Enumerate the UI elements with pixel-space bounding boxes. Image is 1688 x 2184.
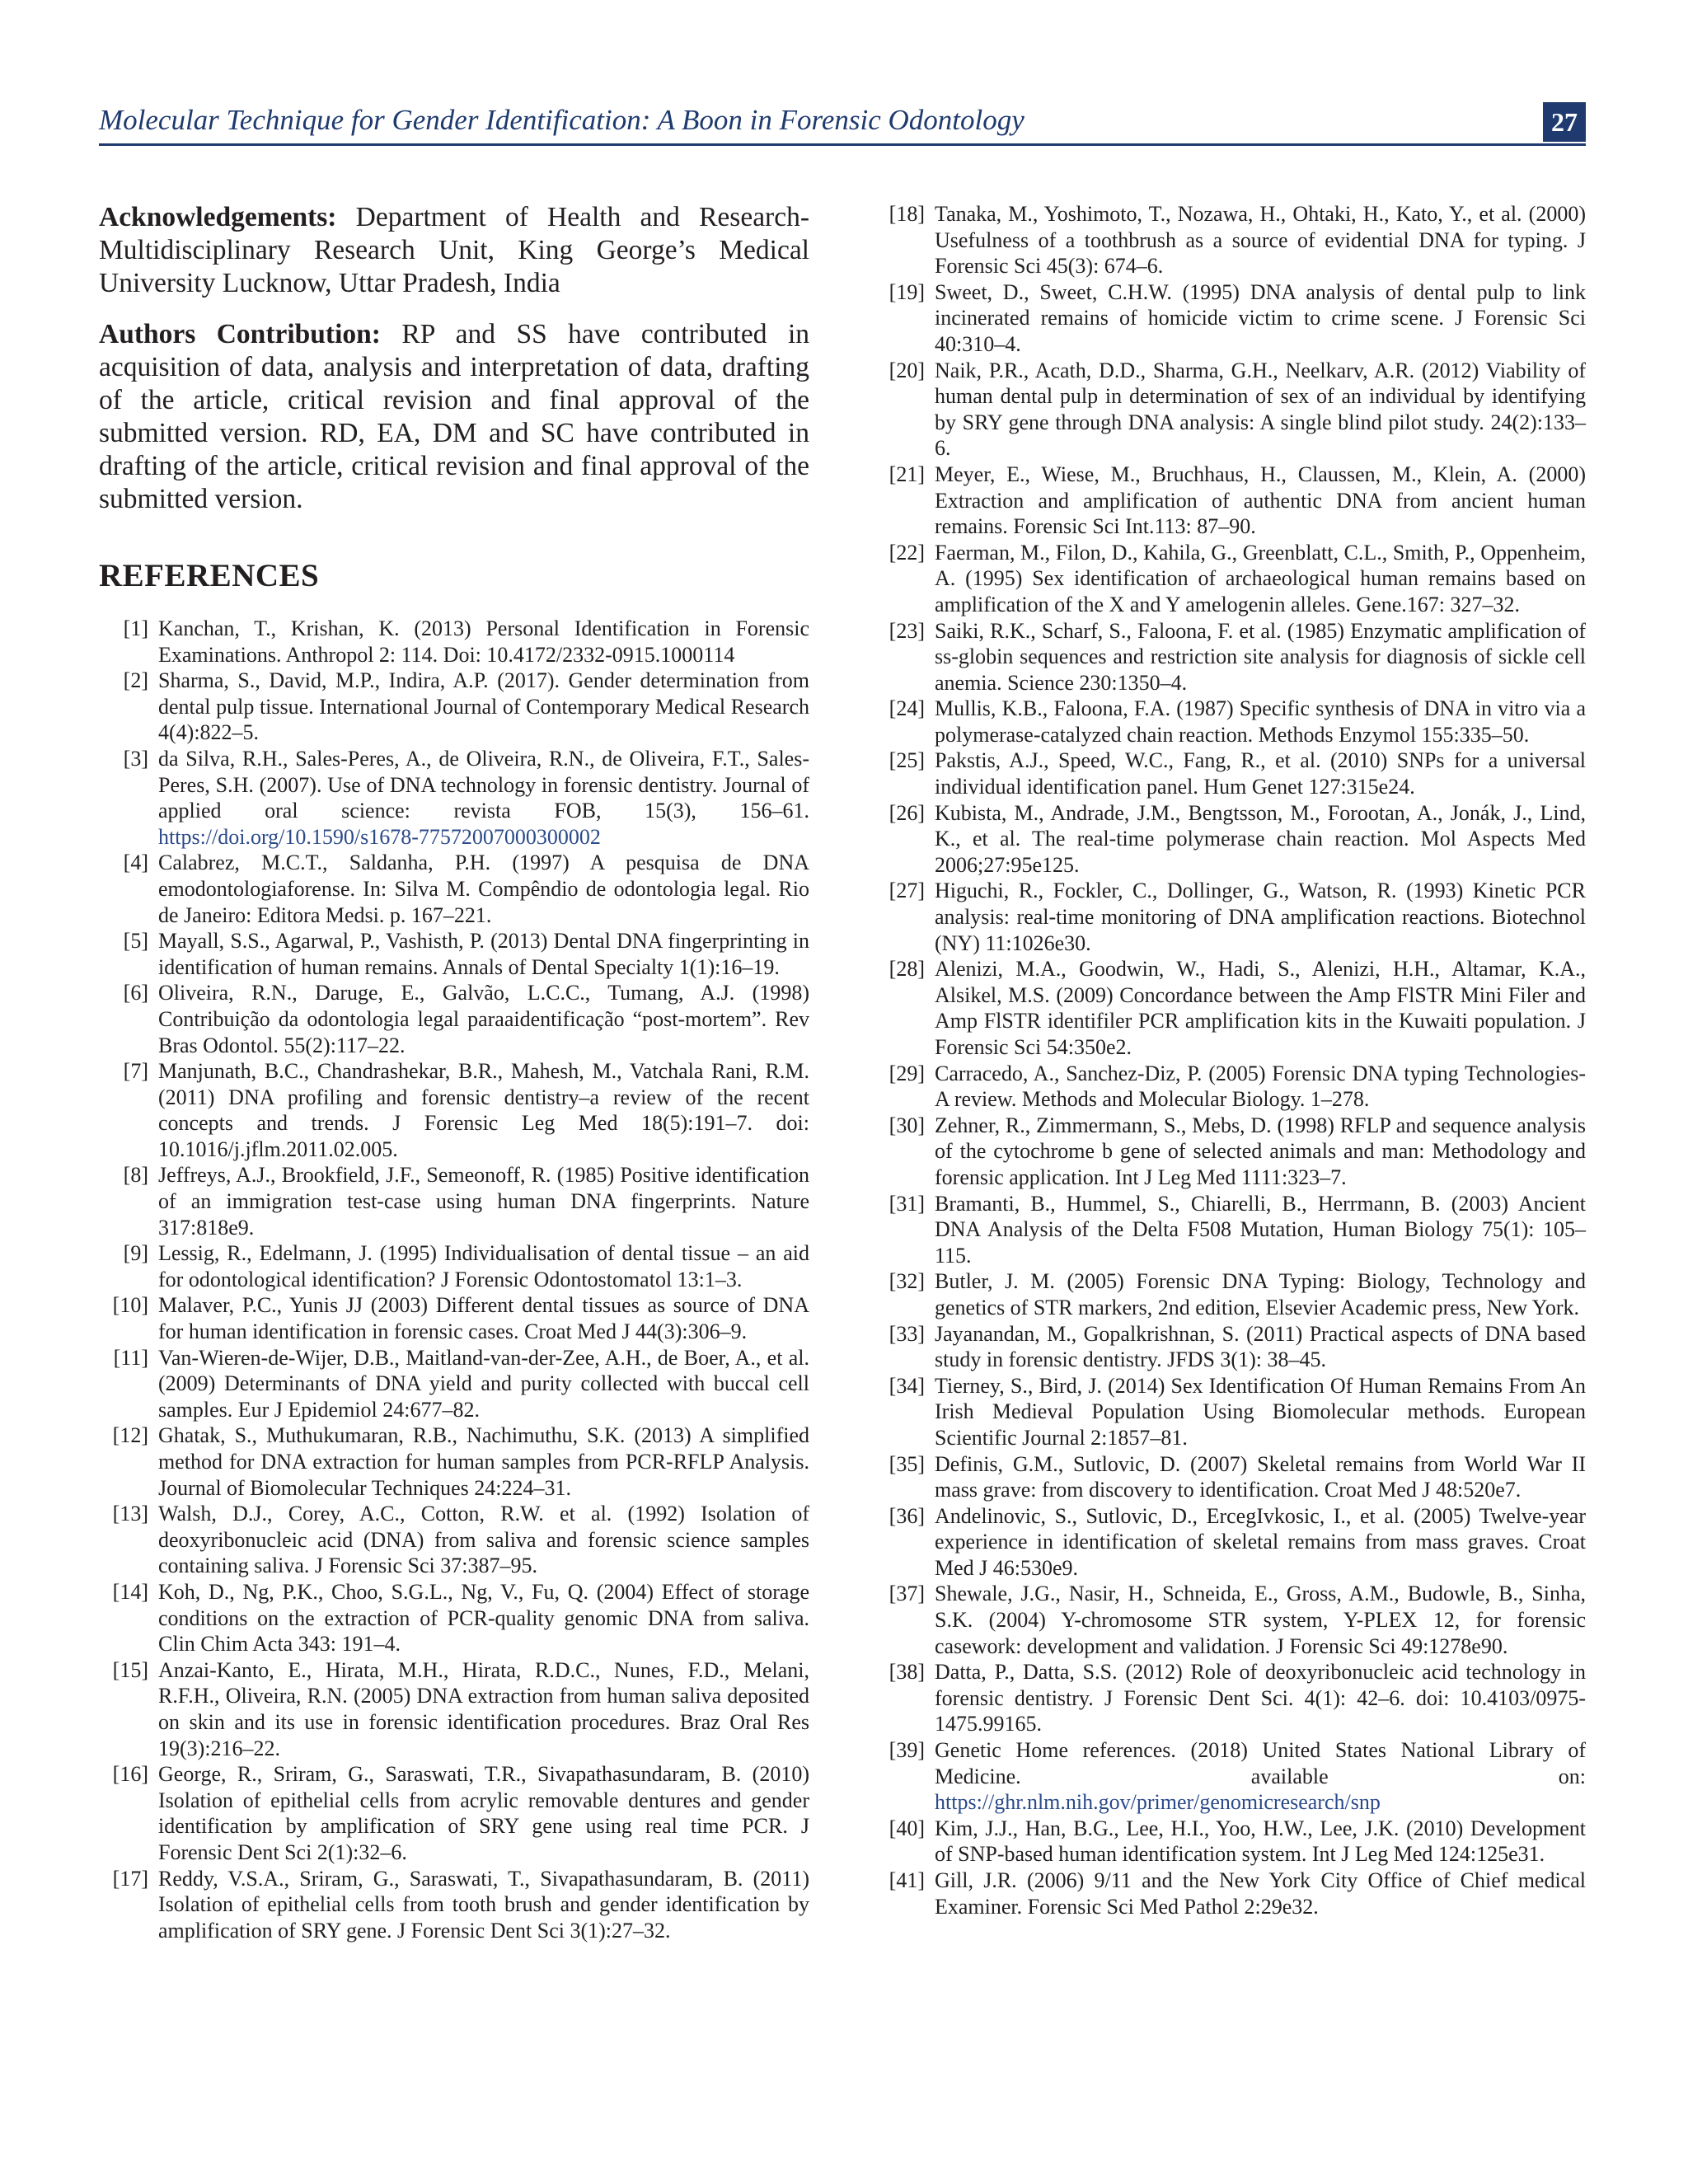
reference-text	[925, 956, 1586, 1060]
reference-text	[148, 616, 809, 668]
reference-number: [34]	[889, 1373, 925, 1398]
reference-number: [6]	[123, 981, 148, 1005]
reference-item	[875, 696, 1586, 748]
reference-number: [39]	[889, 1738, 925, 1763]
reference-number: [11]	[113, 1345, 148, 1370]
reference-body: Faerman, M., Filon, D., Kahila, G., Greenblatt, C.L., Smith, P., Oppenheim, A. (1995) Sex identification of archaeological human remains based on amplification of the X and Y amelogenin alleles. Gene.167: 327–32.	[935, 540, 1586, 616]
reference-item	[875, 1503, 1586, 1582]
reference-number: [36]	[889, 1503, 925, 1528]
running-title: Molecular Technique for Gender Identification: A Boon in Forensic Odontology	[99, 104, 1025, 136]
reference-body: Shewale, J.G., Nasir, H., Schneida, E., Gross, A.M., Budowle, B., Sinha, S.K. (2004) Y-chromosome STR system, Y-PLEX 12, for forensic casework: development and validation. J Forensic Sci 49:1278e90.	[935, 1582, 1586, 1658]
reference-body: Tierney, S., Bird, J. (2014) Sex Identification Of Human Remains From An Irish Medieval Population Using Biomolecular methods. European Scientific Journal 2:1857–81.	[935, 1373, 1586, 1450]
reference-text	[925, 462, 1586, 540]
reference-body: Gill, J.R. (2006) 9/11 and the New York City Office of Chief medical Examiner. Forensic Sci Med Pathol 2:29e32.	[935, 1868, 1586, 1919]
reference-number: [14]	[112, 1579, 148, 1604]
reference-number: [38]	[889, 1660, 925, 1685]
reference-number: [28]	[889, 957, 925, 982]
reference-body: Reddy, V.S.A., Sriram, G., Saraswati, T., Sivapathasundaram, B. (2011) Isolation of epithelial cells from tooth brush and gender identification by amplification of SRY gene. J Forensic Dent Sci 3(1):27–32.	[158, 1866, 809, 1943]
reference-item	[875, 800, 1586, 879]
reference-item	[99, 1579, 809, 1657]
reference-body: Zehner, R., Zimmermann, S., Mebs, D. (1998) RFLP and sequence analysis of the cytochrome b gene of selected animals and man: Methodology and forensic application. Int J Leg Med 1111:323–7.	[935, 1113, 1586, 1189]
reference-body: Mullis, K.B., Faloona, F.A. (1987) Specific synthesis of DNA in vitro via a polymerase-catalyzed chain reaction. Methods Enzymol 155:335–50.	[935, 696, 1586, 747]
reference-item	[875, 201, 1586, 279]
reference-text	[148, 1422, 809, 1501]
reference-link[interactable]: https://ghr.nlm.nih.gov/primer/genomicresearch/snp	[935, 1790, 1381, 1815]
reference-item	[875, 956, 1586, 1060]
reference-number: [8]	[123, 1163, 148, 1188]
reference-item	[875, 279, 1586, 358]
reference-number: [27]	[889, 879, 925, 903]
reference-number: [26]	[889, 800, 925, 825]
reference-text	[925, 1373, 1586, 1451]
reference-item	[99, 1162, 809, 1240]
reference-number: [18]	[889, 202, 925, 226]
reference-item	[99, 616, 809, 668]
reference-item	[875, 1816, 1586, 1868]
reference-body: Kim, J.J., Han, B.G., Lee, H.I., Yoo, H.W., Lee, J.K. (2010) Development of SNP-based human identification system. Int J Leg Med 124:125e31.	[935, 1816, 1586, 1867]
reference-text	[925, 1816, 1586, 1868]
reference-text	[925, 279, 1586, 358]
reference-body: Definis, G.M., Sutlovic, D. (2007) Skeletal remains from World War II mass grave: from discovery to identification. Croat Med J 48:520e7.	[935, 1451, 1586, 1502]
reference-number: [20]	[889, 358, 925, 382]
reference-item	[99, 668, 809, 746]
reference-text	[148, 1761, 809, 1865]
reference-item	[99, 1657, 809, 1761]
reference-body: Anzai-Kanto, E., Hirata, M.H., Hirata, R.D.C., Nunes, F.D., Melani, R.F.H., Oliveira, R.N. (2005) DNA extraction from human saliva deposited on skin and its use in forensic identification procedures. Braz Oral Res 19(3):216–22.	[158, 1657, 809, 1760]
reference-item	[99, 1058, 809, 1162]
reference-number: [19]	[889, 279, 925, 304]
reference-item	[875, 462, 1586, 540]
reference-body: Higuchi, R., Fockler, C., Dollinger, G., Watson, R. (1993) Kinetic PCR analysis: real-time monitoring of DNA amplification reactions. Biotechnol (NY) 11:1026e30.	[935, 879, 1586, 955]
reference-number: [25]	[889, 748, 925, 773]
reference-text	[148, 1292, 809, 1344]
reference-text	[925, 1503, 1586, 1582]
reference-number: [35]	[889, 1451, 925, 1476]
reference-number: [12]	[112, 1423, 148, 1448]
reference-item	[99, 1345, 809, 1423]
acknowledgements-text: Department of Health and Research-Multidisciplinary Research Unit, King George’s Medical University Lucknow, Uttar Pradesh, India	[99, 202, 809, 298]
reference-item	[99, 1761, 809, 1865]
reference-number: [40]	[889, 1816, 925, 1840]
reference-item	[99, 1240, 809, 1292]
reference-number: [30]	[889, 1113, 925, 1137]
reference-list-left	[99, 616, 809, 1943]
acknowledgements	[99, 201, 809, 300]
reference-body: Koh, D., Ng, P.K., Choo, S.G.L., Ng, V., Fu, Q. (2004) Effect of storage conditions on the extraction of PCR-quality genomic DNA from saliva. Clin Chim Acta 343: 191–4.	[158, 1579, 809, 1657]
authors-contribution	[99, 318, 809, 516]
reference-item	[875, 1191, 1586, 1269]
reference-item	[875, 878, 1586, 956]
reference-text	[925, 1451, 1586, 1503]
reference-item	[99, 1501, 809, 1579]
reference-number: [1]	[123, 616, 148, 640]
reference-item	[99, 746, 809, 850]
reference-body: Pakstis, A.J., Speed, W.C., Fang, R., et al. (2010) SNPs for a universal individual identification panel. Hum Genet 127:315e24.	[935, 748, 1586, 799]
reference-item	[875, 1868, 1586, 1919]
reference-item	[99, 980, 809, 1058]
reference-text	[925, 1191, 1586, 1269]
reference-number: [24]	[889, 696, 925, 721]
reference-text	[925, 1321, 1586, 1373]
reference-text	[925, 201, 1586, 279]
reference-number: [10]	[112, 1293, 148, 1318]
reference-text	[925, 748, 1586, 799]
reference-item	[875, 1451, 1586, 1503]
reference-text	[148, 1579, 809, 1657]
reference-item	[875, 1581, 1586, 1659]
reference-body: Datta, P., Datta, S.S. (2012) Role of deoxyribonucleic acid technology in forensic dentistry. J Forensic Dent Sci. 4(1): 42–6. doi: 10.4103/0975-1475.99165.	[935, 1660, 1586, 1736]
reference-number: [22]	[889, 540, 925, 565]
reference-text	[148, 1240, 809, 1292]
reference-body: Manjunath, B.C., Chandrashekar, B.R., Mahesh, M., Vatchala Rani, R.M. (2011) DNA profiling and forensic dentistry–a review of the recent concepts and trends. J Forensic Leg Med 18(5):191–7. doi: 10.1016/j.jflm.2011.02.005.	[158, 1059, 809, 1161]
reference-text	[148, 1162, 809, 1240]
reference-body: Sharma, S., David, M.P., Indira, A.P. (2017). Gender determination from dental pulp tissue. International Journal of Contemporary Medical Research 4(4):822–5.	[158, 668, 809, 745]
reference-body: Mayall, S.S., Agarwal, P., Vashisth, P. (2013) Dental DNA fingerprinting in identification of human remains. Annals of Dental Specialty 1(1):16–19.	[158, 929, 809, 979]
reference-body: Butler, J. M. (2005) Forensic DNA Typing: Biology, Technology and genetics of STR markers, 2nd edition, Elsevier Academic press, New York.	[935, 1269, 1586, 1319]
acknowledgements-label: Acknowledgements:	[99, 202, 337, 232]
reference-item	[875, 1373, 1586, 1451]
reference-item	[875, 748, 1586, 799]
reference-text	[925, 1268, 1586, 1320]
reference-body: Walsh, D.J., Corey, A.C., Cotton, R.W. et al. (1992) Isolation of deoxyribonucleic acid (DNA) from saliva and forensic science samples containing saliva. J Forensic Sci 37:387–95.	[158, 1502, 809, 1578]
reference-body: Jayanandan, M., Gopalkrishnan, S. (2011) Practical aspects of DNA based study in forensic dentistry. JFDS 3(1): 38–45.	[935, 1321, 1586, 1372]
reference-number: [33]	[889, 1321, 925, 1346]
reference-body: da Silva, R.H., Sales-Peres, A., de Oliveira, R.N., de Oliveira, F.T., Sales-Peres, S.H. (2007). Use of DNA technology in forensic dentistry. Journal of applied oral science: revista FOB, 15(3), 156–61.	[158, 746, 809, 823]
reference-text	[925, 800, 1586, 879]
reference-body: Ghatak, S., Muthukumaran, R.B., Nachimuthu, S.K. (2013) A simplified method for DNA extraction for human samples from PCR-RFLP Analysis. Journal of Biomolecular Techniques 24:224–31.	[158, 1423, 809, 1500]
references-heading: REFERENCES	[99, 558, 320, 593]
reference-number: [32]	[889, 1269, 925, 1294]
reference-text	[148, 1501, 809, 1579]
reference-item	[875, 1061, 1586, 1113]
reference-text	[148, 1657, 809, 1761]
left-column	[99, 201, 809, 1943]
reference-text	[148, 668, 809, 746]
reference-item	[99, 850, 809, 928]
reference-number: [15]	[112, 1657, 148, 1682]
reference-item	[99, 928, 809, 980]
reference-text	[148, 1866, 809, 1944]
reference-text	[148, 928, 809, 980]
reference-number: [16]	[112, 1762, 148, 1787]
reference-item	[99, 1866, 809, 1944]
reference-body: Kanchan, T., Krishan, K. (2013) Personal Identification in Forensic Examinations. Anthropol 2: 114. Doi: 10.4172/2332-0915.1000114	[158, 616, 809, 667]
reference-number: [13]	[112, 1502, 148, 1526]
reference-body: Bramanti, B., Hummel, S., Chiarelli, B., Herrmann, B. (2003) Ancient DNA Analysis of the Delta F508 Mutation, Human Biology 75(1): 105–115.	[935, 1191, 1586, 1268]
reference-number: [9]	[123, 1241, 148, 1266]
reference-item	[875, 540, 1586, 618]
reference-body: Saiki, R.K., Scharf, S., Faloona, F. et al. (1985) Enzymatic amplification of ss-globin sequences and restriction site analysis for diagnosis of sickle cell anemia. Science 230:1350–4.	[935, 618, 1586, 695]
reference-body: Kubista, M., Andrade, J.M., Bengtsson, M., Forootan, A., Jonák, J., Lind, K., et al. The real-time polymerase chain reaction. Mol Aspects Med 2006;27:95e125.	[935, 800, 1586, 877]
right-column	[875, 201, 1586, 1919]
reference-body: Oliveira, R.N., Daruge, E., Galvão, L.C.C., Tumang, A.J. (1998) Contribuição da odontologia legal paraaidentificação “post-mortem”. Rev Bras Odontol. 55(2):117–22.	[158, 981, 809, 1057]
reference-item	[875, 358, 1586, 462]
reference-number: [17]	[112, 1866, 148, 1891]
reference-number: [37]	[889, 1582, 925, 1606]
reference-body: Meyer, E., Wiese, M., Bruchhaus, H., Claussen, M., Klein, A. (2000) Extraction and amplification of authentic DNA from ancient human remains. Forensic Sci Int.113: 87–90.	[935, 462, 1586, 539]
reference-body: Tanaka, M., Yoshimoto, T., Nozawa, H., Ohtaki, H., Kato, Y., et al. (2000) Usefulness of a toothbrush as a source of evidential DNA for typing. J Forensic Sci 45(3): 674–6.	[935, 202, 1586, 279]
reference-body: Naik, P.R., Acath, D.D., Sharma, G.H., Neelkarv, A.R. (2012) Viability of human dental pulp in determination of sex of an individual by identifying by SRY gene through DNA analysis: A single blind pilot study. 24(2):133–6.	[935, 358, 1586, 461]
reference-body: George, R., Sriram, G., Saraswati, T.R., Sivapathasundaram, B. (2010) Isolation of epithelial cells from acrylic removable dentures and gender identification by amplification of SRY gene using real time PCR. J Forensic Dent Sci 2(1):32–6.	[158, 1762, 809, 1864]
reference-item	[875, 1321, 1586, 1373]
reference-number: [21]	[889, 462, 925, 486]
reference-text	[925, 358, 1586, 462]
reference-number: [7]	[123, 1059, 148, 1084]
reference-body: Malaver, P.C., Yunis JJ (2003) Different dental tissues as source of DNA for human identification in forensic cases. Croat Med J 44(3):306–9.	[158, 1293, 809, 1344]
reference-text	[925, 618, 1586, 696]
reference-body: Sweet, D., Sweet, C.H.W. (1995) DNA analysis of dental pulp to link incinerated remains of homicide victim to crime scene. J Forensic Sci 40:310–4.	[935, 279, 1586, 356]
reference-text	[925, 1737, 1586, 1816]
reference-text	[148, 1058, 809, 1162]
reference-text	[148, 1345, 809, 1423]
reference-text	[925, 1581, 1586, 1659]
reference-text	[925, 696, 1586, 748]
reference-body: Genetic Home references. (2018) United States National Library of Medicine. available on:	[935, 1738, 1586, 1788]
reference-list-right	[875, 201, 1586, 1919]
reference-text	[925, 1659, 1586, 1737]
reference-item	[875, 1737, 1586, 1816]
reference-item	[875, 1659, 1586, 1737]
reference-number: [2]	[123, 668, 148, 693]
reference-body: Jeffreys, A.J., Brookfield, J.F., Semeonoff, R. (1985) Positive identification of an immigration test-case using human DNA fingerprints. Nature 317:818e9.	[158, 1163, 809, 1240]
running-header	[99, 102, 1586, 146]
reference-item	[875, 618, 1586, 696]
reference-item	[99, 1422, 809, 1501]
reference-text	[925, 878, 1586, 956]
page-number: 27	[1543, 102, 1586, 142]
reference-item	[875, 1268, 1586, 1320]
reference-number: [23]	[889, 618, 925, 643]
reference-text	[925, 540, 1586, 618]
reference-text	[925, 1061, 1586, 1113]
reference-text	[148, 980, 809, 1058]
reference-item	[99, 1292, 809, 1344]
reference-body: Andelinovic, S., Sutlovic, D., ErcegIvkosic, I., et al. (2005) Twelve-year experience in identification of skeletal remains from mass graves. Croat Med J 46:530e9.	[935, 1503, 1586, 1580]
reference-body: Van-Wieren-de-Wijer, D.B., Maitland-van-der-Zee, A.H., de Boer, A., et al. (2009) Determinants of DNA yield and purity collected with buccal cell samples. Eur J Epidemiol 24:677–82.	[158, 1345, 809, 1422]
reference-number: [3]	[123, 746, 148, 771]
reference-body: Alenizi, M.A., Goodwin, W., Hadi, S., Alenizi, H.H., Altamar, K.A., Alsikel, M.S. (2009) Concordance between the Amp FlSTR Mini Filer and Amp FlSTR identifiler PCR amplification kits in the Kuwaiti population. J Forensic Sci 54:350e2.	[935, 957, 1586, 1059]
reference-item	[875, 1113, 1586, 1191]
reference-body: Calabrez, M.C.T., Saldanha, P.H. (1997) A pesquisa de DNA emodontologiaforense. In: Silva M. Compêndio de odontologia legal. Rio de Janeiro: Editora Medsi. p. 167–221.	[158, 851, 809, 927]
reference-body: Lessig, R., Edelmann, J. (1995) Individualisation of dental tissue – an aid for odontological identification? J Forensic Odontostomatol 13:1–3.	[158, 1241, 809, 1291]
reference-body: Carracedo, A., Sanchez-Diz, P. (2005) Forensic DNA typing Technologies-A review. Methods and Molecular Biology. 1–278.	[935, 1061, 1586, 1112]
reference-number: [31]	[889, 1191, 925, 1216]
reference-link[interactable]: https://doi.org/10.1590/s1678-77572007000300002	[158, 824, 601, 849]
reference-number: [29]	[889, 1061, 925, 1085]
reference-number: [4]	[123, 851, 148, 875]
authors-contribution-label: Authors Contribution:	[99, 319, 381, 349]
reference-text	[148, 850, 809, 928]
authors-contribution-text: RP and SS have contributed in acquisition of data, analysis and interpretation of data, drafting of the article, critical revision and final approval of the submitted version. RD, EA, DM and SC have contributed in drafting of the article, critical revision and final approval of the submitted version.	[99, 319, 809, 514]
reference-number: [41]	[889, 1868, 925, 1892]
reference-number: [5]	[123, 929, 148, 954]
reference-text	[925, 1868, 1586, 1919]
reference-text	[925, 1113, 1586, 1191]
reference-text	[148, 746, 809, 850]
